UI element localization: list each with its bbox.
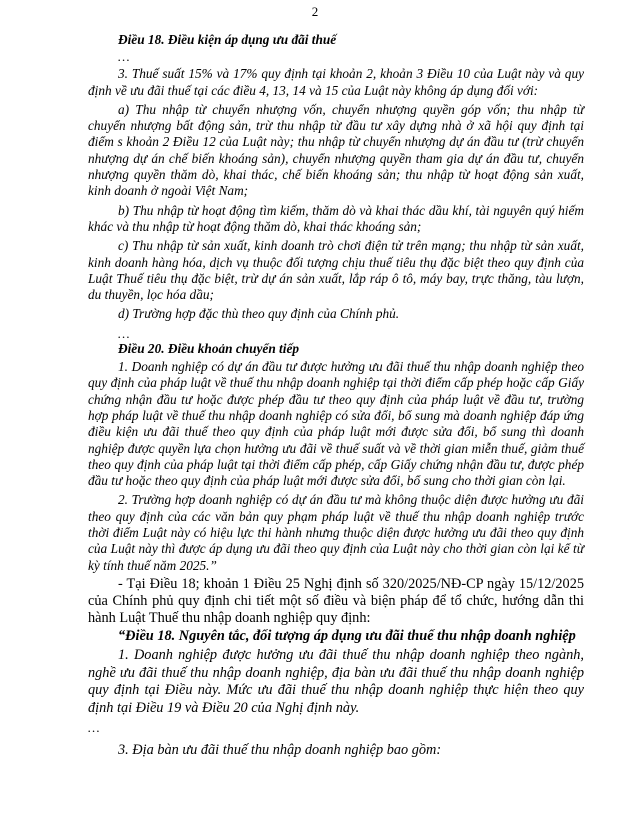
- decree-reference: - Tại Điều 18; khoản 1 Điều 25 Nghị định số 320/2025/NĐ-CP ngày 15/12/2025 của Chính phủ quy định chi tiết một số điều và biện pháp để tổ chức, hướng dẫn thi hành Luật Thuế thu nhập doanh nghiệp quy định:: [88, 575, 584, 626]
- ellipsis: …: [118, 49, 130, 65]
- decree-clause-3: 3. Địa bàn ưu đãi thuế thu nhập doanh nghiệp bao gồm:: [118, 741, 442, 758]
- article-18-item-d: d) Trường hợp đặc thù theo quy định của Chính phủ.: [118, 306, 400, 322]
- article-18-clause-3: 3. Thuế suất 15% và 17% quy định tại khoản 2, khoản 3 Điều 10 của Luật này và quy định về ưu đãi thuế tại các điều 4, 13, 14 và 15 của Luật này không áp dụng đối với:: [88, 66, 584, 98]
- article-18-item-b: b) Thu nhập từ hoạt động tìm kiếm, thăm dò và khai thác dầu khí, tài nguyên quý hiếm khác và thu nhập từ hoạt động thăm dò, khai thác khoáng sản;: [88, 202, 584, 234]
- article-18-item-c: c) Thu nhập từ sản xuất, kinh doanh trò chơi điện tử trên mạng; thu nhập từ sản xuất, kinh doanh hàng hóa, dịch vụ thuộc đối tượng chịu thuế tiêu thụ đặc biệt theo quy định của Luật Thuế tiêu thụ đặc biệt, trừ dự án sản xuất, lắp ráp ô tô, máy bay, trực thăng, tàu lượn, du thuyền, lọc hóa dầu;: [88, 238, 584, 303]
- article-18-item-a: a) Thu nhập từ chuyển nhượng vốn, chuyển nhượng quyền góp vốn; thu nhập từ chuyển nhượng bất động sản, trừ thu nhập từ đầu tư xây dựng nhà ở xã hội quy định tại điểm s khoản 2 Điều 12 của Luật này; thu nhập từ chuyển nhượng dự án đầu tư (trừ chuyển nhượng dự án chế biến khoáng sản), chuyển nhượng quyền tham gia dự án đầu tư, chuyển nhượng quyền thăm dò, khai thác, chế biến khoáng sản; thu nhập từ hoạt động sản xuất, kinh doanh ở ngoài Việt Nam;: [88, 101, 584, 199]
- document-body: [88, 32, 584, 759]
- decree-clause-1: 1. Doanh nghiệp được hưởng ưu đãi thuế thu nhập doanh nghiệp theo ngành, nghề ưu đãi thuế thu nhập doanh nghiệp, địa bàn ưu đãi thuế thu nhập doanh nghiệp quy định tại Điều này. Mức ưu đãi thuế thu nhập doanh nghiệp thực hiện theo quy định tại Điều 19 và Điều 20 của Nghị định này.: [88, 647, 584, 716]
- ellipsis: …: [118, 325, 130, 341]
- article-20-heading: Điều 20. Điều khoản chuyển tiếp: [118, 340, 299, 356]
- article-18-heading: Điều 18. Điều kiện áp dụng ưu đãi thuế: [118, 32, 337, 47]
- page-number: 2: [311, 4, 319, 19]
- decree-article-18-heading: “Điều 18. Nguyên tắc, đối tượng áp dụng ưu đãi thuế thu nhập doanh nghiệp: [118, 627, 576, 644]
- article-20-clause-1: 1. Doanh nghiệp có dự án đầu tư được hưởng ưu đãi thuế thu nhập doanh nghiệp theo quy định của pháp luật về thuế thu nhập doanh nghiệp tại thời điểm cấp phép hoặc cấp Giấy chứng nhận đầu tư hoặc được phép đầu tư theo quy định của pháp luật về đầu tư, trường hợp pháp luật về thuế thu nhập doanh nghiệp có sửa đổi, bổ sung mà doanh nghiệp đáp ứng điều kiện ưu đãi thuế theo quy định của pháp luật mới được sửa đổi, bổ sung thì doanh nghiệp được quyền lựa chọn hưởng ưu đãi về thuế suất và về thời gian miễn thuế, giảm thuế theo quy định của pháp luật tại thời điểm cấp phép, cấp Giấy chứng nhận đầu tư, được phép đầu tư hoặc theo quy định của pháp luật mới được sửa đổi, bổ sung cho thời gian còn lại.: [88, 359, 584, 489]
- article-20-clause-2: 2. Trường hợp doanh nghiệp có dự án đầu tư mà không thuộc diện được hưởng ưu đãi theo quy định của các văn bản quy phạm pháp luật về thuế thu nhập doanh nghiệp trước thời điểm Luật này có hiệu lực thi hành nhưng thuộc diện được hưởng ưu đãi theo quy định của Luật này thì được áp dụng ưu đãi theo quy định của Luật này cho thời gian còn lại kể từ kỳ tính thuế năm 2025.”: [88, 492, 584, 573]
- ellipsis: …: [88, 719, 100, 735]
